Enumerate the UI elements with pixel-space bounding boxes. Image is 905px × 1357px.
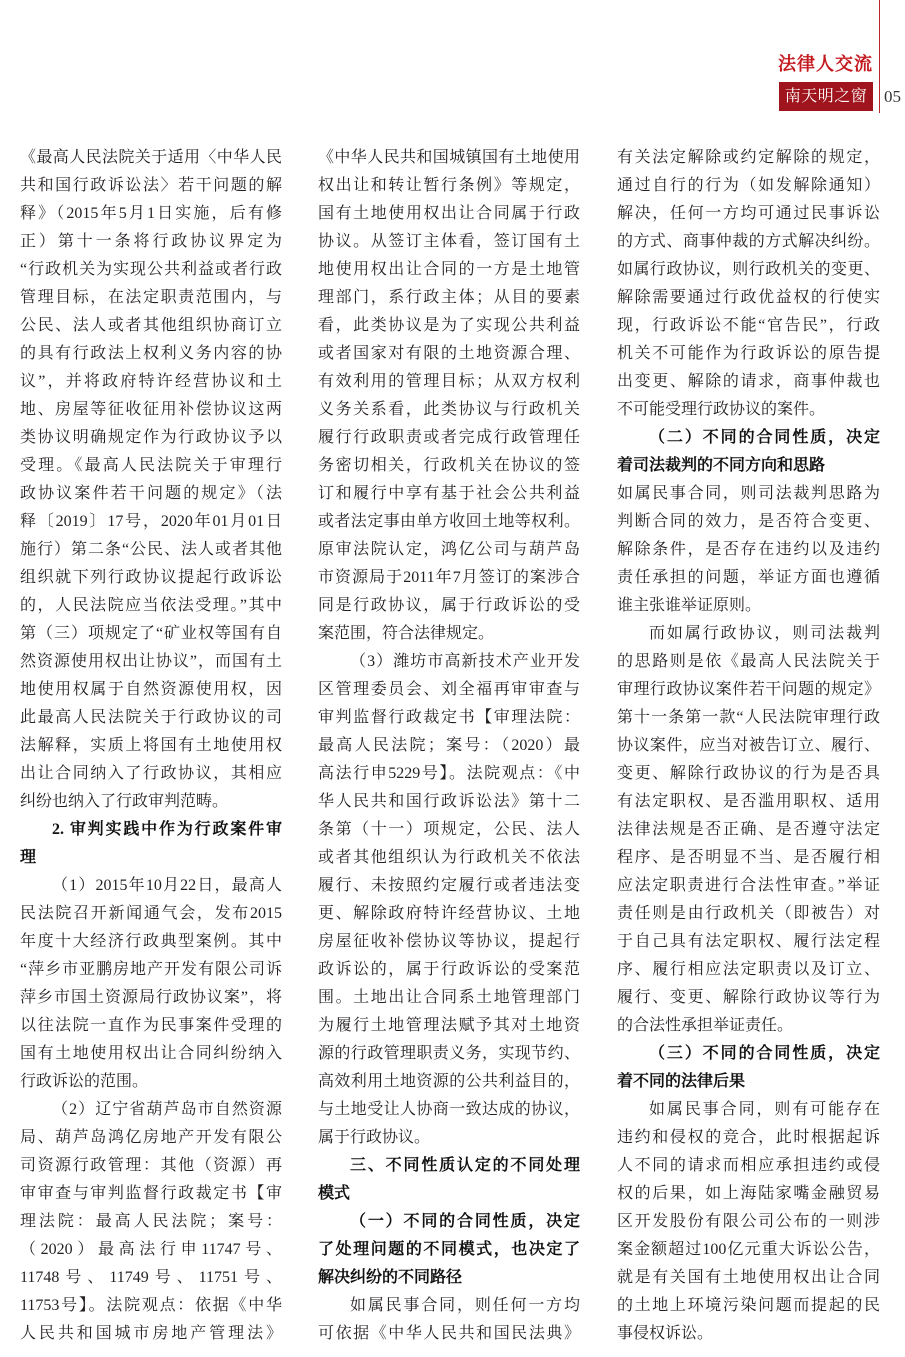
- text-line: 人不同的请求而相应承担违约或侵: [617, 1157, 880, 1174]
- text-line: 纠纷也纳入了行政审判范畴。: [20, 793, 229, 810]
- text-line: 《最高人民法院关于适用〈中华人民: [20, 149, 282, 166]
- text-line: 解除条件，是否存在违约以及违约: [617, 541, 880, 558]
- section-heading: [20, 816, 282, 872]
- text-line: “行政机关为实现公共利益或者行政: [20, 261, 282, 278]
- text-line: 变更、解除行政协议的行为是否具: [617, 765, 880, 782]
- text-line: 高法行申5229号】。法院观点：《中: [318, 765, 580, 782]
- text-column-3: [617, 144, 880, 1348]
- text-line: 如属民事合同，则有可能存在: [649, 1101, 880, 1118]
- text-line: 协议。从签订主体看，签订国有土: [318, 233, 580, 250]
- text-line: 正）第十一条将行政协议界定为: [20, 233, 282, 250]
- text-line: 解除需要通过行政优益权的行使实: [617, 289, 880, 306]
- text-line: 政诉讼的，属于行政诉讼的受案范: [318, 961, 580, 978]
- text-line: 出变更、解除的请求，商事仲裁也: [617, 373, 880, 390]
- text-line: 《中华人民共和国城镇国有土地使用: [318, 149, 580, 166]
- text-line: 三、不同性质认定的不同处理: [350, 1157, 580, 1174]
- text-line: 着不同的法律后果: [617, 1073, 746, 1090]
- text-line: 了处理问题的不同模式，也决定了: [318, 1241, 580, 1258]
- text-line: 的，人民法院应当依法受理。”其中: [20, 597, 282, 614]
- section-heading: [318, 1152, 580, 1208]
- text-line: 为履行土地管理法赋予其对土地资: [318, 1017, 580, 1034]
- text-line: 模式: [318, 1185, 351, 1202]
- text-line: 着司法裁判的不同方向和思路: [617, 457, 826, 474]
- text-line: 更、解除政府特许经营协议、土地: [318, 905, 580, 922]
- text-line: 权的后果，如上海陆家嘴金融贸易: [617, 1185, 880, 1202]
- text-line: 义务关系看，此类协议与行政机关: [318, 401, 580, 418]
- text-line: 案范围，符合法律规定。: [318, 625, 495, 642]
- text-line: 如属行政协议，则行政机关的变更、: [617, 261, 880, 278]
- text-line: 国有土地使用权出让合同属于行政: [318, 205, 580, 222]
- text-line: 原审法院认定，鸿亿公司与葫芦岛: [318, 541, 580, 558]
- text-line: 理法院：最高人民法院；案号：: [20, 1213, 282, 1230]
- text-line: 最高人民法院；案号：（2020）最: [318, 737, 580, 754]
- text-line: （2020）最高法行申11747号、: [20, 1241, 282, 1258]
- text-line: 地、房屋等征收征用补偿协议这两: [20, 401, 282, 418]
- text-line: 第十一条第一款“人民法院审理行政: [617, 709, 880, 726]
- text-line: 通过自行的行为（如发解除通知）: [617, 177, 880, 194]
- text-line: 事侵权诉讼。: [617, 1325, 714, 1342]
- text-line: 高效利用土地资源的公共利益目的，: [318, 1073, 580, 1090]
- text-line: 此最高人民法院关于行政协议的司: [20, 709, 282, 726]
- text-line: 年度十大经济行政典型案例。其中: [20, 933, 282, 950]
- section-heading: [617, 424, 880, 480]
- text-line: 现，行政诉讼不能“官告民”，行政: [617, 317, 880, 334]
- text-line: 的具有行政法上权利义务内容的协: [20, 345, 282, 362]
- text-line: 审判监督行政裁定书【审理法院：: [318, 709, 580, 726]
- text-line: 的土地上环境污染问题而提起的民: [617, 1297, 880, 1314]
- text-line: 地使用权属于自然资源使用权，因: [20, 681, 282, 698]
- paragraph: [20, 1096, 282, 1348]
- text-line: 民法院召开新闻通气会，发布2015: [20, 905, 282, 922]
- text-line: 有关法定解除或约定解除的规定，: [617, 149, 880, 166]
- text-line: （3）潍坊市高新技术产业开发: [350, 653, 580, 670]
- text-line: 出让合同纳入了行政协议，其相应: [20, 765, 282, 782]
- text-line: 理: [20, 849, 37, 866]
- text-line: 释〔2019〕17号，2020年01月01日: [20, 513, 282, 530]
- paragraph: [617, 144, 880, 424]
- text-line: 法解释，实质上将国有土地使用权: [20, 737, 282, 754]
- text-line: 违约和侵权的竞合，此时根据起诉: [617, 1129, 880, 1146]
- text-line: 看，此类协议是为了实现公共利益: [318, 317, 580, 334]
- text-line: 机关不可能作为行政诉讼的原告提: [617, 345, 880, 362]
- paragraph: [20, 144, 282, 816]
- text-line: 法律法规是否正确、是否遵守法定: [617, 821, 880, 838]
- text-line: 的方式、商事仲裁的方式解决纠纷。: [617, 233, 880, 250]
- text-line: 序、履行相应法定职责以及订立、: [617, 961, 880, 978]
- text-line: 的合法性承担举证责任。: [617, 1017, 794, 1034]
- text-line: （2）辽宁省葫芦岛市自然资源: [52, 1101, 282, 1118]
- text-line: 释》（2015年5月1日实施，后有修: [20, 205, 282, 222]
- text-line: 区开发股份有限公司公布的一则涉: [617, 1213, 880, 1230]
- text-line: 订和履行中享有基于社会公共利益: [318, 485, 580, 502]
- text-column-2: [318, 144, 580, 1348]
- text-line: （三）不同的合同性质，决定: [649, 1045, 880, 1062]
- text-line: 国有土地使用权出让合同纠纷纳入: [20, 1045, 282, 1062]
- paragraph: [318, 648, 580, 1152]
- text-line: 类协议明确规定作为行政协议予以: [20, 429, 282, 446]
- text-line: 务密切相关，行政机关在协议的签: [318, 457, 580, 474]
- text-line: 11753号】。法院观点：依据《中华: [20, 1297, 282, 1314]
- text-line: 人民共和国城市房地产管理法》: [20, 1325, 282, 1342]
- text-line: 与土地受让人协商一致达成的协议，: [318, 1101, 580, 1118]
- text-line: 共和国行政诉讼法〉若干问题的解: [20, 177, 282, 194]
- text-line: 区管理委员会、刘全福再审审查与: [318, 681, 580, 698]
- text-line: 局、葫芦岛鸿亿房地产开发有限公: [20, 1129, 282, 1146]
- text-line: 以往法院一直作为民事案件受理的: [20, 1017, 282, 1034]
- text-line: 程序、是否明显不当、是否履行相: [617, 849, 880, 866]
- text-line: 审理行政协议案件若干问题的规定》: [617, 681, 880, 698]
- text-line: 的思路则是依《最高人民法院关于: [617, 653, 880, 670]
- text-line: 11748号、11749号、11751号、: [20, 1269, 282, 1286]
- text-line: 或者法定事由单方收回土地等权利。: [318, 513, 580, 530]
- text-line: 华人民共和国行政诉讼法》第十二: [318, 793, 580, 810]
- text-line: 房屋征收补偿协议等协议，提起行: [318, 933, 580, 950]
- text-line: 第（三）项规定了“矿业权等国有自: [20, 625, 282, 642]
- paragraph: [617, 480, 880, 620]
- text-line: 责任则是由行政机关（即被告）对: [617, 905, 880, 922]
- text-line: 或者其他组织认为行政机关不依法: [318, 849, 580, 866]
- text-line: 属于行政协议。: [318, 1129, 431, 1146]
- text-line: 围。土地出让合同系土地管理部门: [318, 989, 580, 1006]
- section-heading: [617, 1040, 880, 1096]
- text-line: 应法定职责进行合法性审查。”举证: [617, 877, 880, 894]
- text-line: “萍乡市亚鹏房地产开发有限公司诉: [20, 961, 282, 978]
- text-line: 组织就下列行政协议提起行政诉讼: [20, 569, 282, 586]
- text-line: 履行、变更、解除行政协议等行为: [617, 989, 880, 1006]
- text-line: 履行、未按照约定履行或者违法变: [318, 877, 580, 894]
- text-line: 而如属行政协议，则司法裁判: [649, 625, 880, 642]
- text-column-1: [20, 144, 282, 1348]
- text-line: 然资源使用权出让协议”，而国有土: [20, 653, 282, 670]
- text-line: （二）不同的合同性质，决定: [649, 429, 880, 446]
- text-line: 同是行政协议，属于行政诉讼的受: [318, 597, 580, 614]
- paragraph: [318, 1292, 580, 1348]
- paragraph: [617, 620, 880, 1040]
- text-line: 2. 审判实践中作为行政案件审: [52, 821, 282, 838]
- text-line: 可依据《中华人民共和国民法典》: [318, 1325, 580, 1342]
- text-line: 理部门，系行政主体；从目的要素: [318, 289, 580, 306]
- text-line: 源的行政管理职责义务，实现节约、: [318, 1045, 580, 1062]
- text-line: 司资源行政管理：其他（资源）再: [20, 1157, 282, 1174]
- text-line: 案金额超过100亿元重大诉讼公告，: [617, 1241, 880, 1258]
- text-line: 有法定职权、是否滥用职权、适用: [617, 793, 880, 810]
- text-line: 责任承担的问题，举证方面也遵循: [617, 569, 880, 586]
- column-name-badge: 南天明之窗: [779, 82, 873, 111]
- text-line: 市资源局于2011年7月签订的案涉合: [318, 569, 580, 586]
- section-title: 法律人交流: [778, 54, 873, 74]
- text-line: 或者国家对有限的土地资源合理、: [318, 345, 580, 362]
- paragraph: [20, 872, 282, 1096]
- text-line: 条第（十一）项规定，公民、法人: [318, 821, 580, 838]
- section-heading: [318, 1208, 580, 1292]
- text-line: 不可能受理行政协议的案件。: [617, 401, 826, 418]
- text-line: 如属民事合同，则司法裁判思路为: [617, 485, 880, 502]
- text-line: 地使用权出让合同的一方是土地管: [318, 261, 580, 278]
- text-line: 政协议案件若干问题的规定》（法: [20, 485, 282, 502]
- text-line: 判断合同的效力，是否符合变更、: [617, 513, 880, 530]
- header-vertical-rule: [879, 0, 880, 113]
- text-line: 履行行政职责或者完成行政管理任: [318, 429, 580, 446]
- text-line: 萍乡市国土资源局行政协议案”，将: [20, 989, 282, 1006]
- text-line: 公民、法人或者其他组织协商订立: [20, 317, 282, 334]
- text-line: 审审查与审判监督行政裁定书【审: [20, 1185, 282, 1202]
- text-line: 有效利用的管理目标；从双方权利: [318, 373, 580, 390]
- text-line: 如属民事合同，则任何一方均: [350, 1297, 580, 1314]
- page-number: 05: [884, 87, 901, 106]
- text-line: 受理。《最高人民法院关于审理行: [20, 457, 282, 474]
- text-line: 就是有关国有土地使用权出让合同: [617, 1269, 880, 1286]
- text-line: 解决纠纷的不同路径: [318, 1269, 463, 1286]
- text-line: 议”，并将政府特许经营协议和土: [20, 373, 282, 390]
- text-line: 管理目标，在法定职责范围内，与: [20, 289, 282, 306]
- text-line: 权出让和转让暂行条例》等规定，: [318, 177, 580, 194]
- text-line: （1）2015年10月22日，最高人: [52, 877, 282, 894]
- paragraph: [617, 1096, 880, 1348]
- text-line: 解决，任何一方均可通过民事诉讼: [617, 205, 880, 222]
- text-line: 谁主张谁举证原则。: [617, 597, 762, 614]
- text-line: 于自己具有法定职权、履行法定程: [617, 933, 880, 950]
- text-line: 施行）第二条“公民、法人或者其他: [20, 541, 282, 558]
- text-line: 协议案件，应当对被告订立、履行、: [617, 737, 880, 754]
- paragraph: [318, 144, 580, 648]
- text-line: 行政诉讼的范围。: [20, 1073, 149, 1090]
- text-line: （一）不同的合同性质，决定: [350, 1213, 580, 1230]
